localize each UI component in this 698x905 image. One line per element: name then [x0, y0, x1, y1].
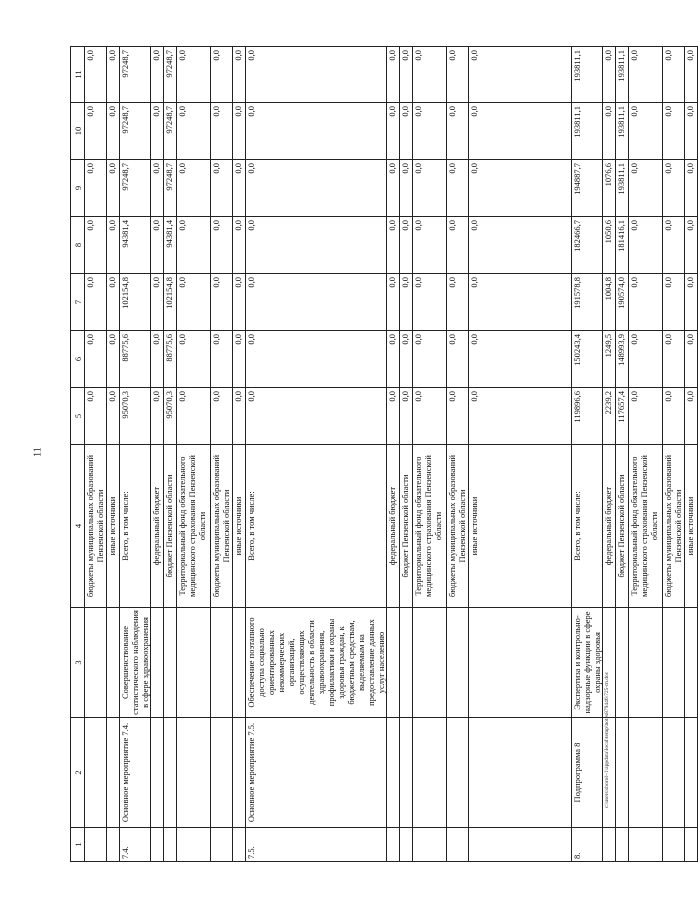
- value-cell: 88775,6: [120, 331, 151, 388]
- program-name-cell: [164, 718, 177, 828]
- value-cell: 0,0: [85, 47, 107, 103]
- value-cell: 0,0: [469, 388, 572, 445]
- funding-source-cell: бюджеты муниципальных образований Пензенской области: [85, 445, 107, 608]
- value-cell: 0,0: [629, 47, 663, 103]
- value-cell: 97248,7: [164, 103, 177, 160]
- value-cell: 0,0: [447, 274, 469, 331]
- value-cell: 191578,8: [572, 274, 603, 331]
- program-description-cell: [85, 608, 107, 718]
- value-cell: 0,0: [151, 331, 164, 388]
- value-cell: 97248,7: [120, 160, 151, 217]
- program-description-cell: [177, 608, 211, 718]
- value-cell: 0,0: [629, 274, 663, 331]
- value-cell: 0,0: [629, 217, 663, 274]
- value-cell: 0,0: [629, 331, 663, 388]
- funding-source-cell: бюджет Пензенской области: [400, 445, 413, 608]
- value-cell: 0,0: [447, 388, 469, 445]
- column-header-4: 4: [71, 445, 85, 608]
- value-cell: 94381,4: [164, 217, 177, 274]
- value-cell: 190574,0: [616, 274, 629, 331]
- value-cell: 0,0: [211, 331, 233, 388]
- value-cell: 97248,7: [120, 47, 151, 103]
- value-cell: 0,0: [107, 47, 120, 103]
- funding-source-cell: Всего, в том числе:: [246, 445, 387, 608]
- value-cell: 0,0: [685, 331, 698, 388]
- value-cell: 0,0: [663, 388, 685, 445]
- funding-source-cell: Территориальный фонд обязательного медицинского страхования Пензенской области: [413, 445, 447, 608]
- table-row: [413, 47, 447, 862]
- table-row: [151, 47, 164, 862]
- value-cell: 0,0: [246, 103, 387, 160]
- table-row: [447, 47, 469, 862]
- value-cell: 0,0: [85, 331, 107, 388]
- column-header-7: 7: [71, 274, 85, 331]
- value-cell: 0,0: [233, 103, 246, 160]
- program-description-cell: [413, 608, 447, 718]
- program-name-cell: [469, 718, 572, 828]
- funding-source-cell: иные источники: [469, 445, 572, 608]
- value-cell: 0,0: [663, 160, 685, 217]
- value-cell: 0,0: [211, 47, 233, 103]
- row-number-cell: [616, 828, 629, 862]
- value-cell: 0,0: [413, 217, 447, 274]
- value-cell: 102154,8: [164, 274, 177, 331]
- program-description-cell: Экспертиза и контрольно-надзорные функции в сфере охраны здоровья: [572, 608, 603, 718]
- column-header-5: 5: [71, 388, 85, 445]
- value-cell: 0,0: [107, 103, 120, 160]
- program-name-cell: Основное мероприятие 7.5.: [246, 718, 387, 828]
- value-cell: 1249,5: [603, 331, 616, 388]
- row-number-cell: [629, 828, 663, 862]
- column-header-10: 10: [71, 103, 85, 160]
- value-cell: 95070,3: [164, 388, 177, 445]
- column-header-2: 2: [71, 718, 85, 828]
- value-cell: 0,0: [107, 331, 120, 388]
- value-cell: 0,0: [107, 217, 120, 274]
- row-number-cell: [400, 828, 413, 862]
- value-cell: 0,0: [246, 217, 387, 274]
- program-name-cell: [413, 718, 447, 828]
- value-cell: 0,0: [685, 47, 698, 103]
- program-description-cell: [151, 608, 164, 718]
- value-cell: 1076,6: [603, 160, 616, 217]
- value-cell: 0,0: [233, 274, 246, 331]
- table-row: [164, 47, 177, 862]
- program-description-cell: [211, 608, 233, 718]
- funding-source-cell: федеральный бюджет: [387, 445, 400, 608]
- value-cell: 0,0: [177, 274, 211, 331]
- row-number-cell: 7.4.: [120, 828, 151, 862]
- program-name-cell: [400, 718, 413, 828]
- value-cell: 0,0: [685, 160, 698, 217]
- row-number-cell: [177, 828, 211, 862]
- program-description-cell: [629, 608, 663, 718]
- value-cell: 97248,7: [164, 160, 177, 217]
- program-name-cell: [107, 718, 120, 828]
- row-number-cell: [447, 828, 469, 862]
- value-cell: 0,0: [447, 160, 469, 217]
- value-cell: 0,0: [663, 217, 685, 274]
- value-cell: 0,0: [447, 331, 469, 388]
- value-cell: 0,0: [151, 103, 164, 160]
- program-description-cell: [387, 608, 400, 718]
- value-cell: 0,0: [413, 388, 447, 445]
- value-cell: 0,0: [85, 388, 107, 445]
- value-cell: 0,0: [413, 47, 447, 103]
- value-cell: 0,0: [177, 160, 211, 217]
- program-description-cell: Обеспечение поэтапного доступа социально ориентированных некоммерческих организаций, осуществляющих деятельность в области здравоохранения, профилактики и охраны здоровья граждан, к бюджетным средствам, выделяемым на предоставление данных услуг населению: [246, 608, 387, 718]
- value-cell: 193811,1: [616, 103, 629, 160]
- funding-source-cell: Всего, в том числе:: [572, 445, 603, 608]
- funding-source-cell: Всего, в том числе:: [120, 445, 151, 608]
- program-name-cell: [85, 718, 107, 828]
- table-row: [85, 47, 107, 862]
- value-cell: 0,0: [387, 274, 400, 331]
- program-description-cell: [233, 608, 246, 718]
- value-cell: 0,0: [85, 160, 107, 217]
- value-cell: 0,0: [233, 217, 246, 274]
- funding-source-cell: федеральный бюджет: [151, 445, 164, 608]
- row-number-cell: [469, 828, 572, 862]
- row-number-cell: [663, 828, 685, 862]
- value-cell: 0,0: [387, 160, 400, 217]
- row-number-cell: [211, 828, 233, 862]
- row-number-cell: [413, 828, 447, 862]
- value-cell: 0,0: [151, 47, 164, 103]
- value-cell: 0,0: [469, 331, 572, 388]
- row-number-cell: [85, 828, 107, 862]
- value-cell: 0,0: [685, 274, 698, 331]
- value-cell: 0,0: [246, 274, 387, 331]
- value-cell: 0,0: [107, 160, 120, 217]
- value-cell: 0,0: [400, 217, 413, 274]
- value-cell: 95070,3: [120, 388, 151, 445]
- column-header-6: 6: [71, 331, 85, 388]
- value-cell: 194887,7: [572, 160, 603, 217]
- value-cell: 0,0: [387, 331, 400, 388]
- funding-source-cell: бюджеты муниципальных образований Пензенской области: [447, 445, 469, 608]
- funding-source-cell: бюджет Пензенской области: [616, 445, 629, 608]
- program-name-cell: [233, 718, 246, 828]
- program-name-cell: [663, 718, 685, 828]
- value-cell: 0,0: [246, 47, 387, 103]
- value-cell: 0,0: [233, 160, 246, 217]
- value-cell: 0,0: [685, 103, 698, 160]
- value-cell: 0,0: [413, 160, 447, 217]
- row-number-cell: [685, 828, 698, 862]
- row-number-cell: [107, 828, 120, 862]
- value-cell: 0,0: [629, 388, 663, 445]
- value-cell: 0,0: [413, 103, 447, 160]
- value-cell: 193811,1: [616, 160, 629, 217]
- funding-source-cell: Территориальный фонд обязательного медицинского страхования Пензенской области: [177, 445, 211, 608]
- value-cell: 0,0: [85, 217, 107, 274]
- program-name-cell: [629, 718, 663, 828]
- row-number-cell: [233, 828, 246, 862]
- value-cell: 0,0: [177, 217, 211, 274]
- value-cell: 0,0: [685, 217, 698, 274]
- column-header-1: 1: [71, 828, 85, 862]
- table-row: [177, 47, 211, 862]
- funding-source-cell: бюджеты муниципальных образований Пензенской области: [211, 445, 233, 608]
- table-row: [107, 47, 120, 862]
- value-cell: 0,0: [151, 388, 164, 445]
- value-cell: 0,0: [246, 331, 387, 388]
- table-row: [663, 47, 685, 862]
- value-cell: 150243,4: [572, 331, 603, 388]
- value-cell: 0,0: [387, 217, 400, 274]
- table-row: [685, 47, 698, 862]
- value-cell: 0,0: [469, 217, 572, 274]
- value-cell: 0,0: [85, 274, 107, 331]
- program-name-cell: Основное мероприятие 7.4.: [120, 718, 151, 828]
- value-cell: 0,0: [400, 160, 413, 217]
- funding-source-cell: иные источники: [233, 445, 246, 608]
- funding-source-cell: иные источники: [107, 445, 120, 608]
- value-cell: 0,0: [211, 274, 233, 331]
- program-description-cell: Совершенствование статистического наблюдения в сфере здравоохранения: [120, 608, 151, 718]
- table-row: [246, 47, 387, 862]
- column-header-8: 8: [71, 217, 85, 274]
- program-name-cell: [387, 718, 400, 828]
- table-row: [616, 47, 629, 862]
- value-cell: 0,0: [469, 47, 572, 103]
- program-name-cell: [211, 718, 233, 828]
- page-number: 11: [32, 447, 44, 457]
- value-cell: 0,0: [107, 274, 120, 331]
- value-cell: 0,0: [177, 331, 211, 388]
- program-name-cell: Подпрограмма 8: [572, 718, 603, 828]
- value-cell: 0,0: [85, 103, 107, 160]
- value-cell: 0,0: [663, 47, 685, 103]
- program-name-cell: [151, 718, 164, 828]
- value-cell: 0,0: [469, 103, 572, 160]
- row-number-cell: [603, 828, 616, 862]
- program-description-cell: [469, 608, 572, 718]
- value-cell: 0,0: [400, 331, 413, 388]
- program-description-cell: [616, 608, 629, 718]
- program-description-cell: [400, 608, 413, 718]
- value-cell: 0,0: [211, 388, 233, 445]
- value-cell: 0,0: [107, 388, 120, 445]
- value-cell: 0,0: [447, 47, 469, 103]
- value-cell: 2239,2: [603, 388, 616, 445]
- funding-source-cell: Территориальный фонд обязательного медицинского страхования Пензенской области: [629, 445, 663, 608]
- value-cell: 97248,7: [164, 47, 177, 103]
- value-cell: 193811,1: [572, 47, 603, 103]
- value-cell: 0,0: [400, 274, 413, 331]
- value-cell: 0,0: [211, 217, 233, 274]
- value-cell: 0,0: [233, 388, 246, 445]
- table-row: [469, 47, 572, 862]
- value-cell: 1050,6: [603, 217, 616, 274]
- program-name-cell: [177, 718, 211, 828]
- column-header-9: 9: [71, 160, 85, 217]
- value-cell: 0,0: [233, 47, 246, 103]
- column-header-3: 3: [71, 608, 85, 718]
- value-cell: 0,0: [603, 47, 616, 103]
- value-cell: 94381,4: [120, 217, 151, 274]
- value-cell: 0,0: [447, 103, 469, 160]
- program-description-cell: [685, 608, 698, 718]
- table-row: [629, 47, 663, 862]
- value-cell: 0,0: [233, 331, 246, 388]
- value-cell: 182466,7: [572, 217, 603, 274]
- value-cell: 0,0: [685, 388, 698, 445]
- value-cell: 193811,1: [572, 103, 603, 160]
- value-cell: 0,0: [151, 217, 164, 274]
- value-cell: 97248,7: [120, 103, 151, 160]
- program-name-cell: [616, 718, 629, 828]
- value-cell: 0,0: [400, 103, 413, 160]
- row-number-cell: [151, 828, 164, 862]
- table-header-row: [71, 47, 85, 862]
- value-cell: 0,0: [629, 160, 663, 217]
- value-cell: 0,0: [387, 103, 400, 160]
- value-cell: 0,0: [603, 103, 616, 160]
- value-cell: 0,0: [177, 103, 211, 160]
- table-row: [120, 47, 151, 862]
- value-cell: 0,0: [447, 217, 469, 274]
- value-cell: 0,0: [151, 274, 164, 331]
- row-number-cell: [387, 828, 400, 862]
- value-cell: 0,0: [400, 388, 413, 445]
- column-header-11: 11: [71, 47, 85, 103]
- value-cell: 0,0: [246, 160, 387, 217]
- value-cell: 102154,8: [120, 274, 151, 331]
- program-description-cell: [447, 608, 469, 718]
- table-row: [233, 47, 246, 862]
- value-cell: 0,0: [246, 388, 387, 445]
- value-cell: 193811,1: [616, 47, 629, 103]
- value-cell: 0,0: [663, 274, 685, 331]
- value-cell: 0,0: [211, 160, 233, 217]
- value-cell: 88775,6: [164, 331, 177, 388]
- value-cell: 181416,1: [616, 217, 629, 274]
- program-name-cell: [447, 718, 469, 828]
- value-cell: 0,0: [387, 388, 400, 445]
- program-description-cell: [663, 608, 685, 718]
- value-cell: 117657,4: [616, 388, 629, 445]
- value-cell: 0,0: [413, 331, 447, 388]
- program-description-cell: [107, 608, 120, 718]
- value-cell: 0,0: [177, 47, 211, 103]
- table-row: [387, 47, 400, 862]
- table-row: [572, 47, 603, 862]
- value-cell: 0,0: [211, 103, 233, 160]
- program-name-cell: [685, 718, 698, 828]
- table-row: [400, 47, 413, 862]
- value-cell: 1004,8: [603, 274, 616, 331]
- value-cell: 0,0: [413, 274, 447, 331]
- row-number-cell: 8.: [572, 828, 603, 862]
- program-description-cell: [164, 608, 177, 718]
- row-number-cell: [164, 828, 177, 862]
- value-cell: 148993,9: [616, 331, 629, 388]
- funding-source-cell: бюджет Пензенской области: [164, 445, 177, 608]
- value-cell: 0,0: [387, 47, 400, 103]
- funding-source-cell: бюджеты муниципальных образований Пензенской области: [663, 445, 685, 608]
- funding-source-cell: иные источники: [685, 445, 698, 608]
- value-cell: 0,0: [400, 47, 413, 103]
- row-number-cell: 7.5.: [246, 828, 387, 862]
- value-cell: 0,0: [469, 160, 572, 217]
- value-cell: 119896,6: [572, 388, 603, 445]
- funding-source-cell: федеральный бюджет: [603, 445, 616, 608]
- value-cell: 0,0: [663, 103, 685, 160]
- value-cell: 0,0: [177, 388, 211, 445]
- value-cell: 0,0: [663, 331, 685, 388]
- value-cell: 0,0: [151, 160, 164, 217]
- footer-file-path: c:\users\sborol~1\appdata\local\temp\notes879446\725-rn.doc: [604, 671, 610, 809]
- table-row: [211, 47, 233, 862]
- value-cell: 0,0: [469, 274, 572, 331]
- value-cell: 0,0: [629, 103, 663, 160]
